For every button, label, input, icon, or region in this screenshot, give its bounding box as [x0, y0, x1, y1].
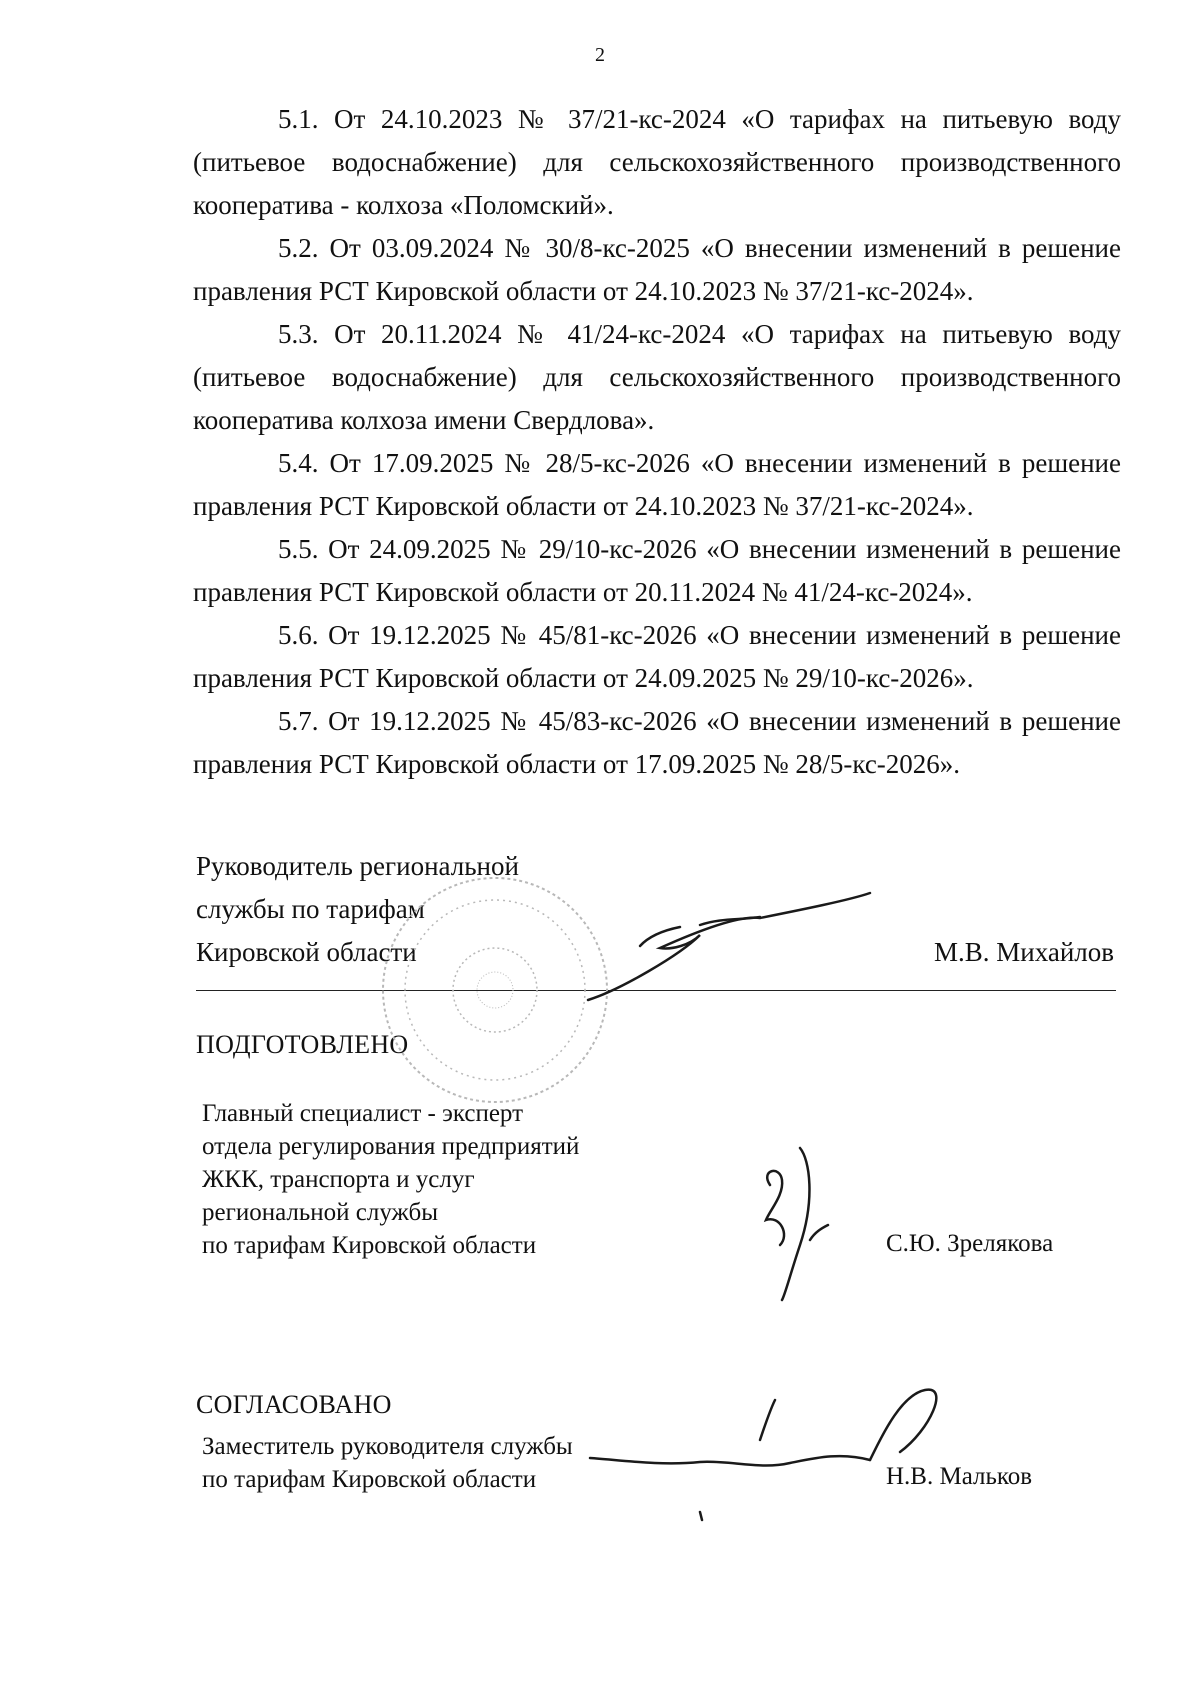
title-line: Заместитель руководителя службы: [202, 1433, 573, 1460]
list-item: 5.7. От 19.12.2025 № 45/83-кс-2026 «О внесении изменений в решение правления РСТ Кировской области от 17.09.2025 № 28/5-кс-2026».: [193, 706, 1121, 779]
list-item: 5.5. От 24.09.2025 № 29/10-кс-2026 «О внесении изменений в решение правления РСТ Кировской области от 20.11.2024 № 41/24-кс-2024».: [193, 534, 1121, 607]
list-item: 5.2. От 03.09.2024 № 30/8-кс-2025 «О внесении изменений в решение правления РСТ Кировской области от 24.10.2023 № 37/21-кс-2024».: [193, 233, 1121, 306]
prepared-heading: ПОДГОТОВЛЕНО: [196, 1030, 409, 1059]
agreed-name: Н.В. Мальков: [886, 1463, 1033, 1490]
agreed-heading: СОГЛАСОВАНО: [196, 1390, 392, 1419]
signature-mikhailov: [588, 893, 870, 1000]
prepared-name: С.Ю. Зрелякова: [886, 1230, 1054, 1257]
title-line: ЖКК, транспорта и услуг: [202, 1166, 475, 1193]
title-line: региональной службы: [202, 1199, 439, 1226]
list-item: 5.4. От 17.09.2025 № 28/5-кс-2026 «О внесении изменений в решение правления РСТ Кировской области от 24.10.2023 № 37/21-кс-2024».: [193, 448, 1121, 521]
list-item: 5.3. От 20.11.2024 № 41/24-кс-2024 «О тарифах на питьевую воду (питьевое водоснабжение) для сельскохозяйственного производственного кооператива колхоза имени Свердлова».: [193, 319, 1121, 435]
list-item: 5.6. От 19.12.2025 № 45/81-кс-2026 «О внесении изменений в решение правления РСТ Кировской области от 24.09.2025 № 29/10-кс-2026».: [193, 620, 1121, 693]
page-number: 2: [595, 44, 605, 66]
title-line: отдела регулирования предприятий: [202, 1133, 580, 1160]
list-item: 5.1. От 24.10.2023 № 37/21-кс-2024 «О тарифах на питьевую воду (питьевое водоснабжение) для сельскохозяйственного производственного кооператива - колхоза «Поломский».: [193, 104, 1121, 220]
official-stamp: [383, 878, 607, 1102]
head-signatory-name: М.В. Михайлов: [933, 937, 1114, 967]
title-line: Кировской области: [196, 937, 417, 967]
title-line: Руководитель региональной: [196, 851, 519, 881]
title-line: по тарифам Кировской области: [202, 1232, 537, 1259]
title-line: Главный специалист - эксперт: [202, 1100, 524, 1127]
signature-zrelyakova: [766, 1148, 828, 1300]
title-line: по тарифам Кировской области: [202, 1466, 537, 1493]
signature-malkov: [590, 1390, 936, 1520]
title-line: службы по тарифам: [196, 894, 425, 924]
